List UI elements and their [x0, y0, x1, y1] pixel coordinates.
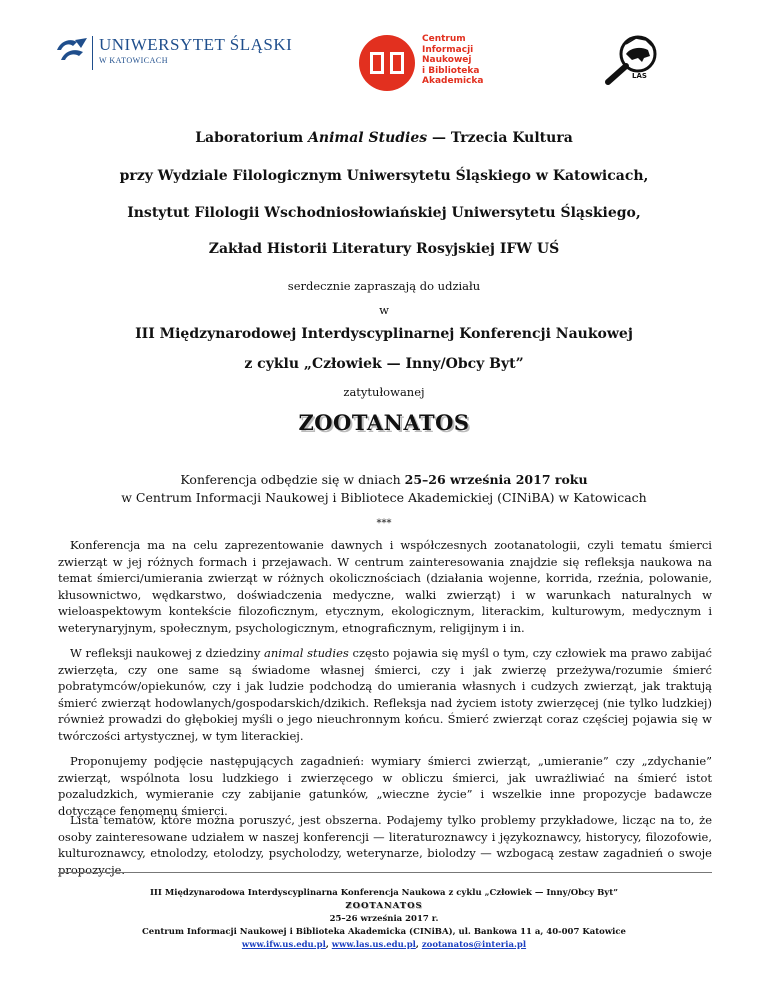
las-logo [600, 32, 660, 96]
footer-line-3: 25–26 września 2017 r. [329, 914, 439, 924]
paragraph-3: Proponujemy podjęcie następujących zagadnień: wymiary śmierci zwierząt, „umieranie” czy „zdychanie” zwierząt, wspólnota losu ludzkiego i zwierzęcego w obliczu śmierci, jak uwrażliwiać na śmierć istot pozaludzkich, wymieranie czy zabijanie gatunków, „wieczne życie” i wszelkie inne propozycje badawcze dotyczące fenomenu śmierci. [58, 754, 712, 818]
ciniba-logo-text [422, 34, 483, 92]
header-line-1-prefix: Laboratorium [195, 130, 309, 146]
footer-sep: , [415, 940, 422, 950]
ciniba-line: Naukowej [422, 55, 472, 65]
main-title: ZOOTANATOS [298, 410, 470, 435]
header-line-4: Zakład Historii Literatury Rosyjskiej IFW UŚ [208, 241, 560, 257]
ciniba-line: Informacji [422, 44, 474, 55]
invite-text: serdecznie zapraszają do udziału [287, 279, 481, 293]
header-line-1-suffix: — Trzecia Kultura [427, 130, 573, 146]
email-link[interactable]: zootanatos@interia.pl [421, 940, 527, 950]
ciniba-line: Centrum [422, 34, 466, 44]
las-link[interactable]: www.las.us.edu.pl [331, 940, 416, 950]
header-line-1 [0, 130, 768, 146]
header-line-2: przy Wydziale Filologicznym Uniwersytetu Śląskiego w Katowicach, [119, 168, 649, 184]
paragraph-2-italic: animal studies [264, 646, 349, 660]
separator: *** [376, 518, 392, 529]
ifw-link[interactable]: www.ifw.us.edu.pl [241, 940, 326, 950]
footer-divider [58, 872, 712, 873]
cycle-title: z cyklu „Człowiek — Inny/Obcy Byt” [244, 356, 524, 372]
paragraph-2 [58, 645, 712, 744]
footer-sep: , [325, 940, 332, 950]
footer-line-4: Centrum Informacji Naukowej i Biblioteka Akademicka (CINiBA), ul. Bankowa 11 a, 40-007 Katowice [142, 927, 626, 937]
university-city: W KATOWICACH [99, 56, 169, 65]
university-logo-text [99, 36, 292, 65]
paragraph-2-prefix: W refleksji naukowej z dziedziny [70, 646, 265, 660]
w-text: w [379, 303, 389, 317]
magnifier-animal-icon [600, 32, 660, 92]
footer-line-1: III Międzynarodowa Interdyscyplinarna Konferencja Naukowa z cyklu „Człowiek — Inny/Obcy Byt” [149, 888, 619, 898]
logo-divider [92, 36, 93, 70]
footer-line-2: ZOOTANATOS [345, 901, 423, 911]
dates-prefix: Konferencja odbędzie się w dniach [180, 472, 405, 487]
ciniba-line: Akademicka [422, 76, 484, 86]
logo-bar [0, 28, 768, 108]
paragraph-1: Konferencja ma na celu zaprezentowanie dawnych i współczesnych zootanatologii, czyli tematu śmierci zwierząt w jej różnych formach i przejawach. W centrum zainteresowania znajdzie się refleksja naukowa na temat śmierci/umierania zwierząt w różnych okolicznościach (działania wojenne, korrida, rzeźnia, polowanie, kłusownictwo, wędkarstwo, doświadczenia medyczne, walki zwierząt) i w warunkach naturalnych w wieloaspektowym kontekście filozoficznym, etycznym, ekologicznym, literackim, kulturowym, medycznym i weterynaryjnym, społecznym, psychologicznym, etnograficznym, religijnym i in. [58, 538, 712, 635]
las-label: LAS [632, 72, 647, 80]
ciniba-line: i Biblioteka [422, 65, 480, 76]
ciniba-logo [358, 34, 483, 92]
titled-text: zatytułowanej [343, 385, 425, 399]
paragraph-4: Lista tematów, które można poruszyć, jest obszerna. Podajemy tylko problemy przykładowe, licząc na to, że osoby zainteresowane udziałem w naszej konferencji — literaturoznawcy i językoznawcy, historycy, filozofowie, kulturoznawcy, etnolodzy, etolodzy, psycholodzy, weterynarze, biolodzy — wzbogacą zestaw zagadnień o swoje propozycje. [58, 813, 712, 877]
university-name: UNIWERSYTET ŚLĄSKI [99, 35, 293, 54]
dates-bold: 25–26 września 2017 roku [404, 472, 588, 487]
conference-title: III Międzynarodowej Interdyscyplinarnej Konferencji Naukowej [135, 326, 633, 342]
header-line-3: Instytut Filologii Wschodniosłowiańskiej Uniwersytetu Śląskiego, [127, 205, 641, 221]
header-line-1-italic: Animal Studies [308, 130, 428, 146]
paragraph-2-suffix: często pojawia się myśl o tym, czy człowiek ma prawo zabijać zwierzęta, czy one same są świadome własnej śmierci, czy i jak zwierzę przeżywa/rozumie śmierć pobratymców/opiekunów, czy i jak ludzie podchodzą do umierania własnych i cudzych zwierząt, jak traktują śmierć zwierząt hodowlanych/gospodarskich/dzikich. Refleksja nad życiem istoty zwierzęcej (nie tylko ludzkiej) również prowadzi do głębokiej myśli o jego nieuchronnym końcu. Śmierć zwierząt coraz częściej pojawia się w twórczości artystycznej, w tym literackiej. [58, 646, 712, 743]
dates-line [0, 472, 768, 487]
university-logo [55, 36, 292, 66]
venue-line: w Centrum Informacji Naukowej i Bibliotece Akademickiej (CINiBA) w Katowicach [121, 490, 647, 505]
ciniba-emblem-icon [358, 34, 416, 92]
footer-links [0, 940, 768, 950]
university-emblem-icon [55, 36, 89, 66]
